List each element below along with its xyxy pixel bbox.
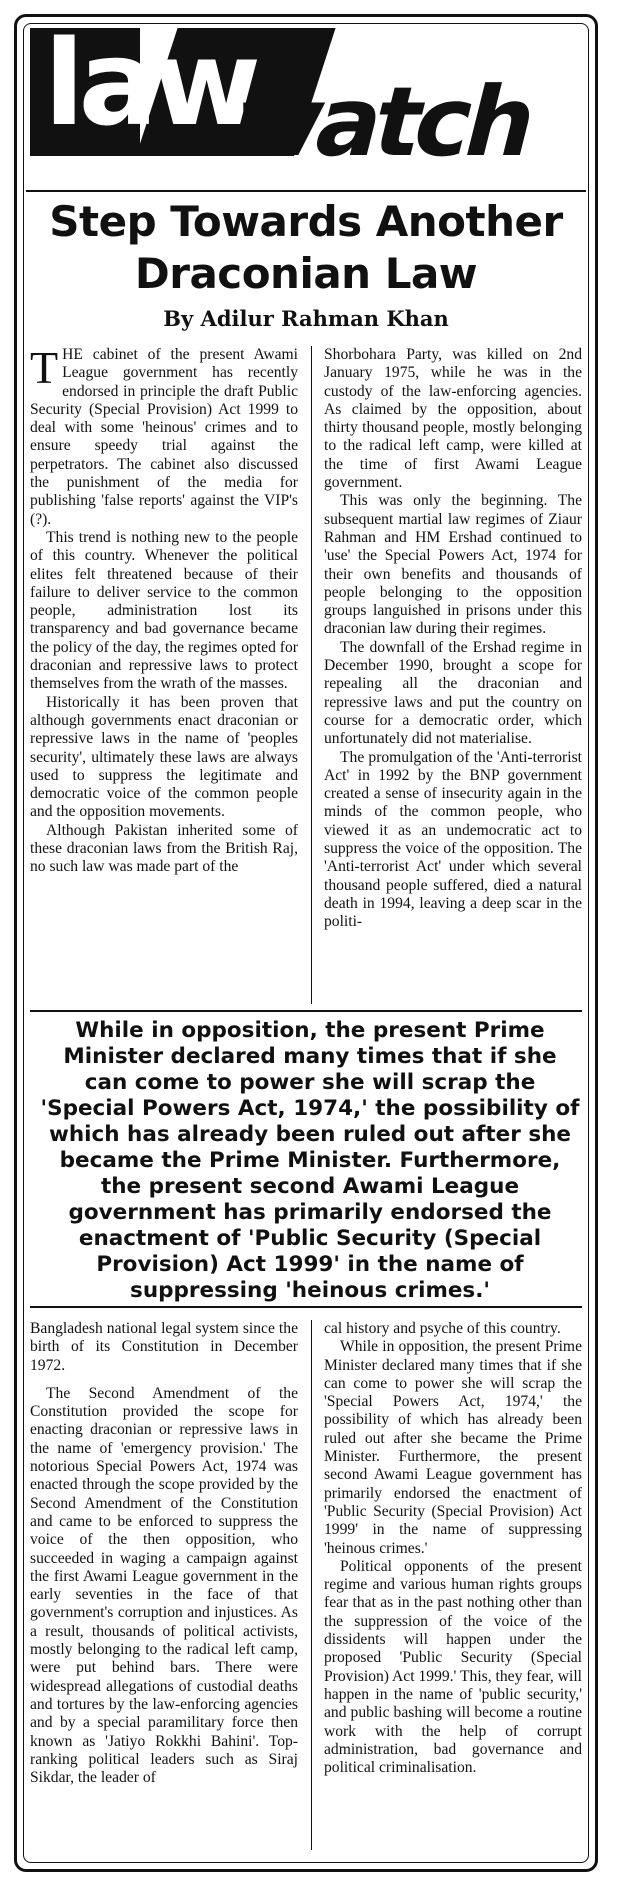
byline: By Adilur Rahman Khan [163,306,449,331]
column-divider-bottom [311,1320,312,1850]
column-divider-top [311,346,312,1004]
paragraph: While in opposition, the present Prime Minister declared many times that if she can come to power she will scrap the 'Special Powers Act, 1974,' the possibility of which has already been ruled out after she became the Prime Minister. Furthermore, the present second Awami League government has primarily endorsed the enactment of 'Public Security (Special Provision) Act 1999' in the name of suppressing 'heinous crimes.' [324,1338,582,1557]
paragraph: The downfall of the Ershad regime in December 1990, brought a scope for repealing all the draconian and repressive laws and put the country on course for a democratic order, which unfortunately did not materialise. [324,638,582,748]
paragraph: The Second Amendment of the Constitution provided the scope for enacting draconian or repressive laws in the name of 'emergency provision.' The notorious Special Powers Act, 1974 was enacted through the scope provided by the Second Amendment of the Constitution and came to be enforced to suppress the voice of the then opposition, who succeeded in waging a campaign against the first Awami League government in the early seventies in the face of that government's corruption and injustices. As a result, thousands of political activists, mostly belonging to the radical left camp, were put behind bars. There were widespread allegations of custodial deaths and tortures by the law-enforcing agencies and by a special paramilitary force then known as 'Jatiyo Rokkhi Bahini'. Top-ranking political leaders such as Siraj Sikdar, the leader of [30,1384,298,1787]
header-rule [26,190,586,192]
paragraph: cal history and psyche of this country. [324,1320,561,1337]
logo-word-watch: watch [221,66,544,178]
drop-cap: T [30,342,59,393]
paragraph: Political opponents of the present regime and various human rights groups fear that as in the past nothing other than the suppression of the voice of the dissidents will happen under the proposed 'Public Security (Special Provision) Act 1999.' This, they fear, will happen in the name of 'public security,' and public bashing will become a routine work with the help of corrupt administration, bad governance and political criminalisation. [324,1557,582,1777]
column-bottom-right [324,1320,582,1777]
paragraph: This was only the beginning. The subsequent martial law regimes of Ziaur Rahman and HM Ershad continued to 'use' the Special Powers Act, 1974 for their own benefits and thousands of people belonging to the opposition groups languished in prisons under this draconian law during their regimes. [324,492,582,638]
paragraph: This trend is nothing new to the people of this country. Whenever the political elites felt threatened because of their failure to deliver service to the common people, administration lost its transparency and bad governance became the policy of the day, the regimes opted for draconian and repressive laws to protect themselves from the wrath of the masses. [30,528,298,693]
paragraph: Although Pakistan inherited some of these draconian laws from the British Raj, no such law was made part of the [30,821,298,876]
paragraph: Shorbohara Party, was killed on 2nd January 1975, while he was in the custody of the law-enforcing agencies. As claimed by the opposition, about thirty thousand people, mostly belonging to the radical left camp, were killed at the time of first Awami League government. [324,346,582,492]
column-top-left [30,342,298,877]
paragraph-text: HE cabinet of the present Awami League government has recently endorsed in principle the draft Public Security (Special Provision) Act 1999 to deal with some 'heinous' crimes and to ensure speedy trial against the perpetrators. The cabinet also discussed the punishment of the media for publishing 'false reports' against the VIP's (?). [30,346,298,528]
column-top-right [324,346,582,932]
headline-line-1: Step Towards Another [49,197,563,246]
headline-line-2: Draconian Law [134,249,478,298]
logo-word-law: law [44,14,256,152]
pullquote-top-rule [30,1010,582,1012]
law-watch-logo [30,14,600,188]
paragraph: The promulgation of the 'Anti-terrorist Act' in 1992 by the BNP government created a sense of insecurity again in the minds of the common people, who viewed it as an undemocratic act to suppress the voice of the opposition. The 'Anti-terrorist Act' under which several thousand people suffered, died a natural death in 1994, leaving a deep scar in the politi- [324,748,582,931]
pullquote-bottom-rule [30,1306,582,1308]
headline [26,196,586,300]
column-bottom-left [30,1320,298,1787]
pull-quote: While in opposition, the present Prime Minister declared many times that if she can come to power she will scrap the 'Special Powers Act, 1974,' the possibility of which has already been ruled out after she became the Prime Minister. Furthermore, the present second Awami League government has primarily endorsed the enactment of 'Public Security (Special Provision) Act 1999' in the name of suppressing 'heinous crimes.' [40,1018,580,1303]
paragraph: Bangladesh national legal system since the birth of its Constitution in December 1972. [30,1320,298,1374]
paragraph [30,342,298,529]
paragraph: Historically it has been proven that although governments enact draconian or repressive laws in the name of 'peoples security', ultimately these laws are always used to suppress the legitimate and democratic voice of the common people and the opposition movements. [30,693,298,821]
